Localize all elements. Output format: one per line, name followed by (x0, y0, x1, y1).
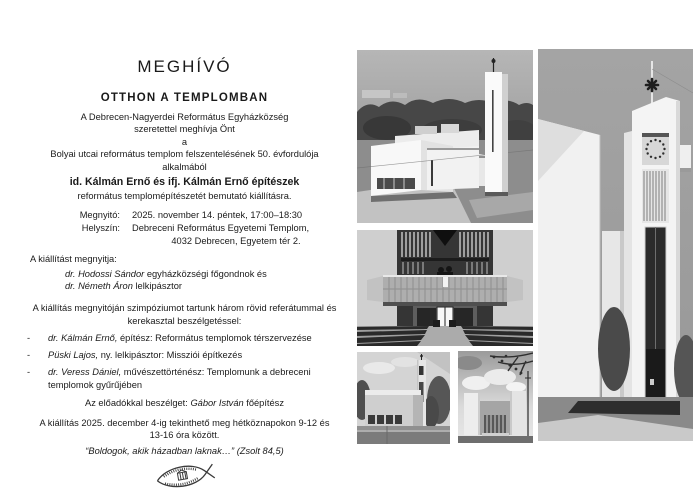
church-aerial-photo (357, 50, 533, 223)
ichthys-fish-church-logo-icon (154, 459, 216, 493)
intro-line: Bolyai utcai református templom felszentelésének 50. évfordulója (50, 149, 319, 160)
intro-line: a (181, 136, 188, 147)
architects-line: id. Kálmán Ernő és ifj. Kálmán Ernő építészek (69, 176, 300, 189)
church-exterior-photo-left (357, 352, 450, 444)
psalm-quote: “Boldogok, akik házadban laknak…” (Zsolt 84,5) (85, 445, 284, 456)
list-bullet: - (27, 350, 31, 361)
page-title: MEGHÍVÓ (137, 57, 232, 76)
church-interior-organ-photo (357, 230, 533, 346)
opening-value: 2025. november 14. péntek, 17:00–18:30 (132, 209, 303, 220)
church-exterior-photo-right (458, 351, 533, 443)
symposium-intro-line: kerekasztal beszélgetéssel: (127, 315, 242, 326)
list-item (27, 332, 357, 345)
closing-paragraph (12, 417, 357, 442)
list-item-text (48, 366, 320, 391)
speaker-name: dr. Németh Áron (65, 281, 133, 292)
intro-paragraph (12, 111, 357, 173)
list-bullet: - (27, 333, 31, 344)
church-tower-photo (538, 49, 693, 441)
venue-value: Debreceni Református Egyetemi Templom, (132, 222, 310, 233)
talk-title: ny. lelkipásztor: Missziói építkezés (98, 350, 243, 361)
symposium-intro-line: A kiállítás megnyitóján szimpóziumot tartunk három rövid referátummal és (32, 302, 337, 313)
event-details (12, 209, 357, 247)
speaker-name: dr. Kálmán Ernő, (48, 333, 118, 344)
speaker-role: egyházközségi főgondnok és (144, 268, 267, 279)
openers-list (12, 268, 357, 293)
venue-address: 4032 Debrecen, Egyetem tér 2. (171, 235, 301, 246)
speaker-line (65, 280, 357, 293)
closing-line: 13-16 óra között. (149, 430, 220, 441)
invitation-text-column (12, 57, 357, 493)
speaker-name: dr. Hodossi Sándor (65, 268, 145, 279)
exhibition-heading: OTTHON A TEMPLOMBAN (100, 92, 269, 104)
list-item (27, 366, 357, 391)
exhibition-line: református templomépítészetét bemutató kiállításra. (77, 190, 292, 201)
openers-heading: A kiállítást megnyitja: (30, 254, 117, 265)
list-item-text (48, 349, 242, 362)
moderator-role: főépítész (243, 398, 284, 409)
list-item (27, 349, 357, 362)
list-bullet: - (27, 367, 31, 378)
speaker-line (65, 268, 357, 281)
congregation-logo-wrap (12, 459, 357, 493)
symposium-list (12, 332, 357, 391)
speaker-name: Püski Lajos, (48, 350, 99, 361)
list-item-text (48, 332, 312, 345)
venue-label: Helyszín: (81, 222, 120, 233)
talk-title: építész: Református templomok térszervezése (117, 333, 312, 344)
talk-title: művészettörténész: Templomunk a debreceni templomok gyűrűjében (48, 367, 311, 390)
intro-line: szeretettel meghívja Önt (134, 124, 235, 135)
intro-line: A Debrecen-Nagyerdei Református Egyházközség (80, 112, 289, 122)
speaker-name: dr. Veress Dániel, (48, 367, 122, 378)
symposium-intro (12, 302, 357, 327)
intro-line: alkalmából (162, 161, 207, 172)
speaker-role: lelkipásztor (132, 281, 182, 292)
closing-line: A kiállítás 2025. december 4-ig tekinthető meg hétköznapokon 9-12 és (39, 417, 330, 428)
moderator-name: Gábor István (190, 398, 244, 409)
moderator-prefix: Az előadókkal beszélget: (85, 398, 191, 409)
moderator-line (12, 397, 357, 410)
opening-label: Megnyitó: (79, 209, 120, 220)
